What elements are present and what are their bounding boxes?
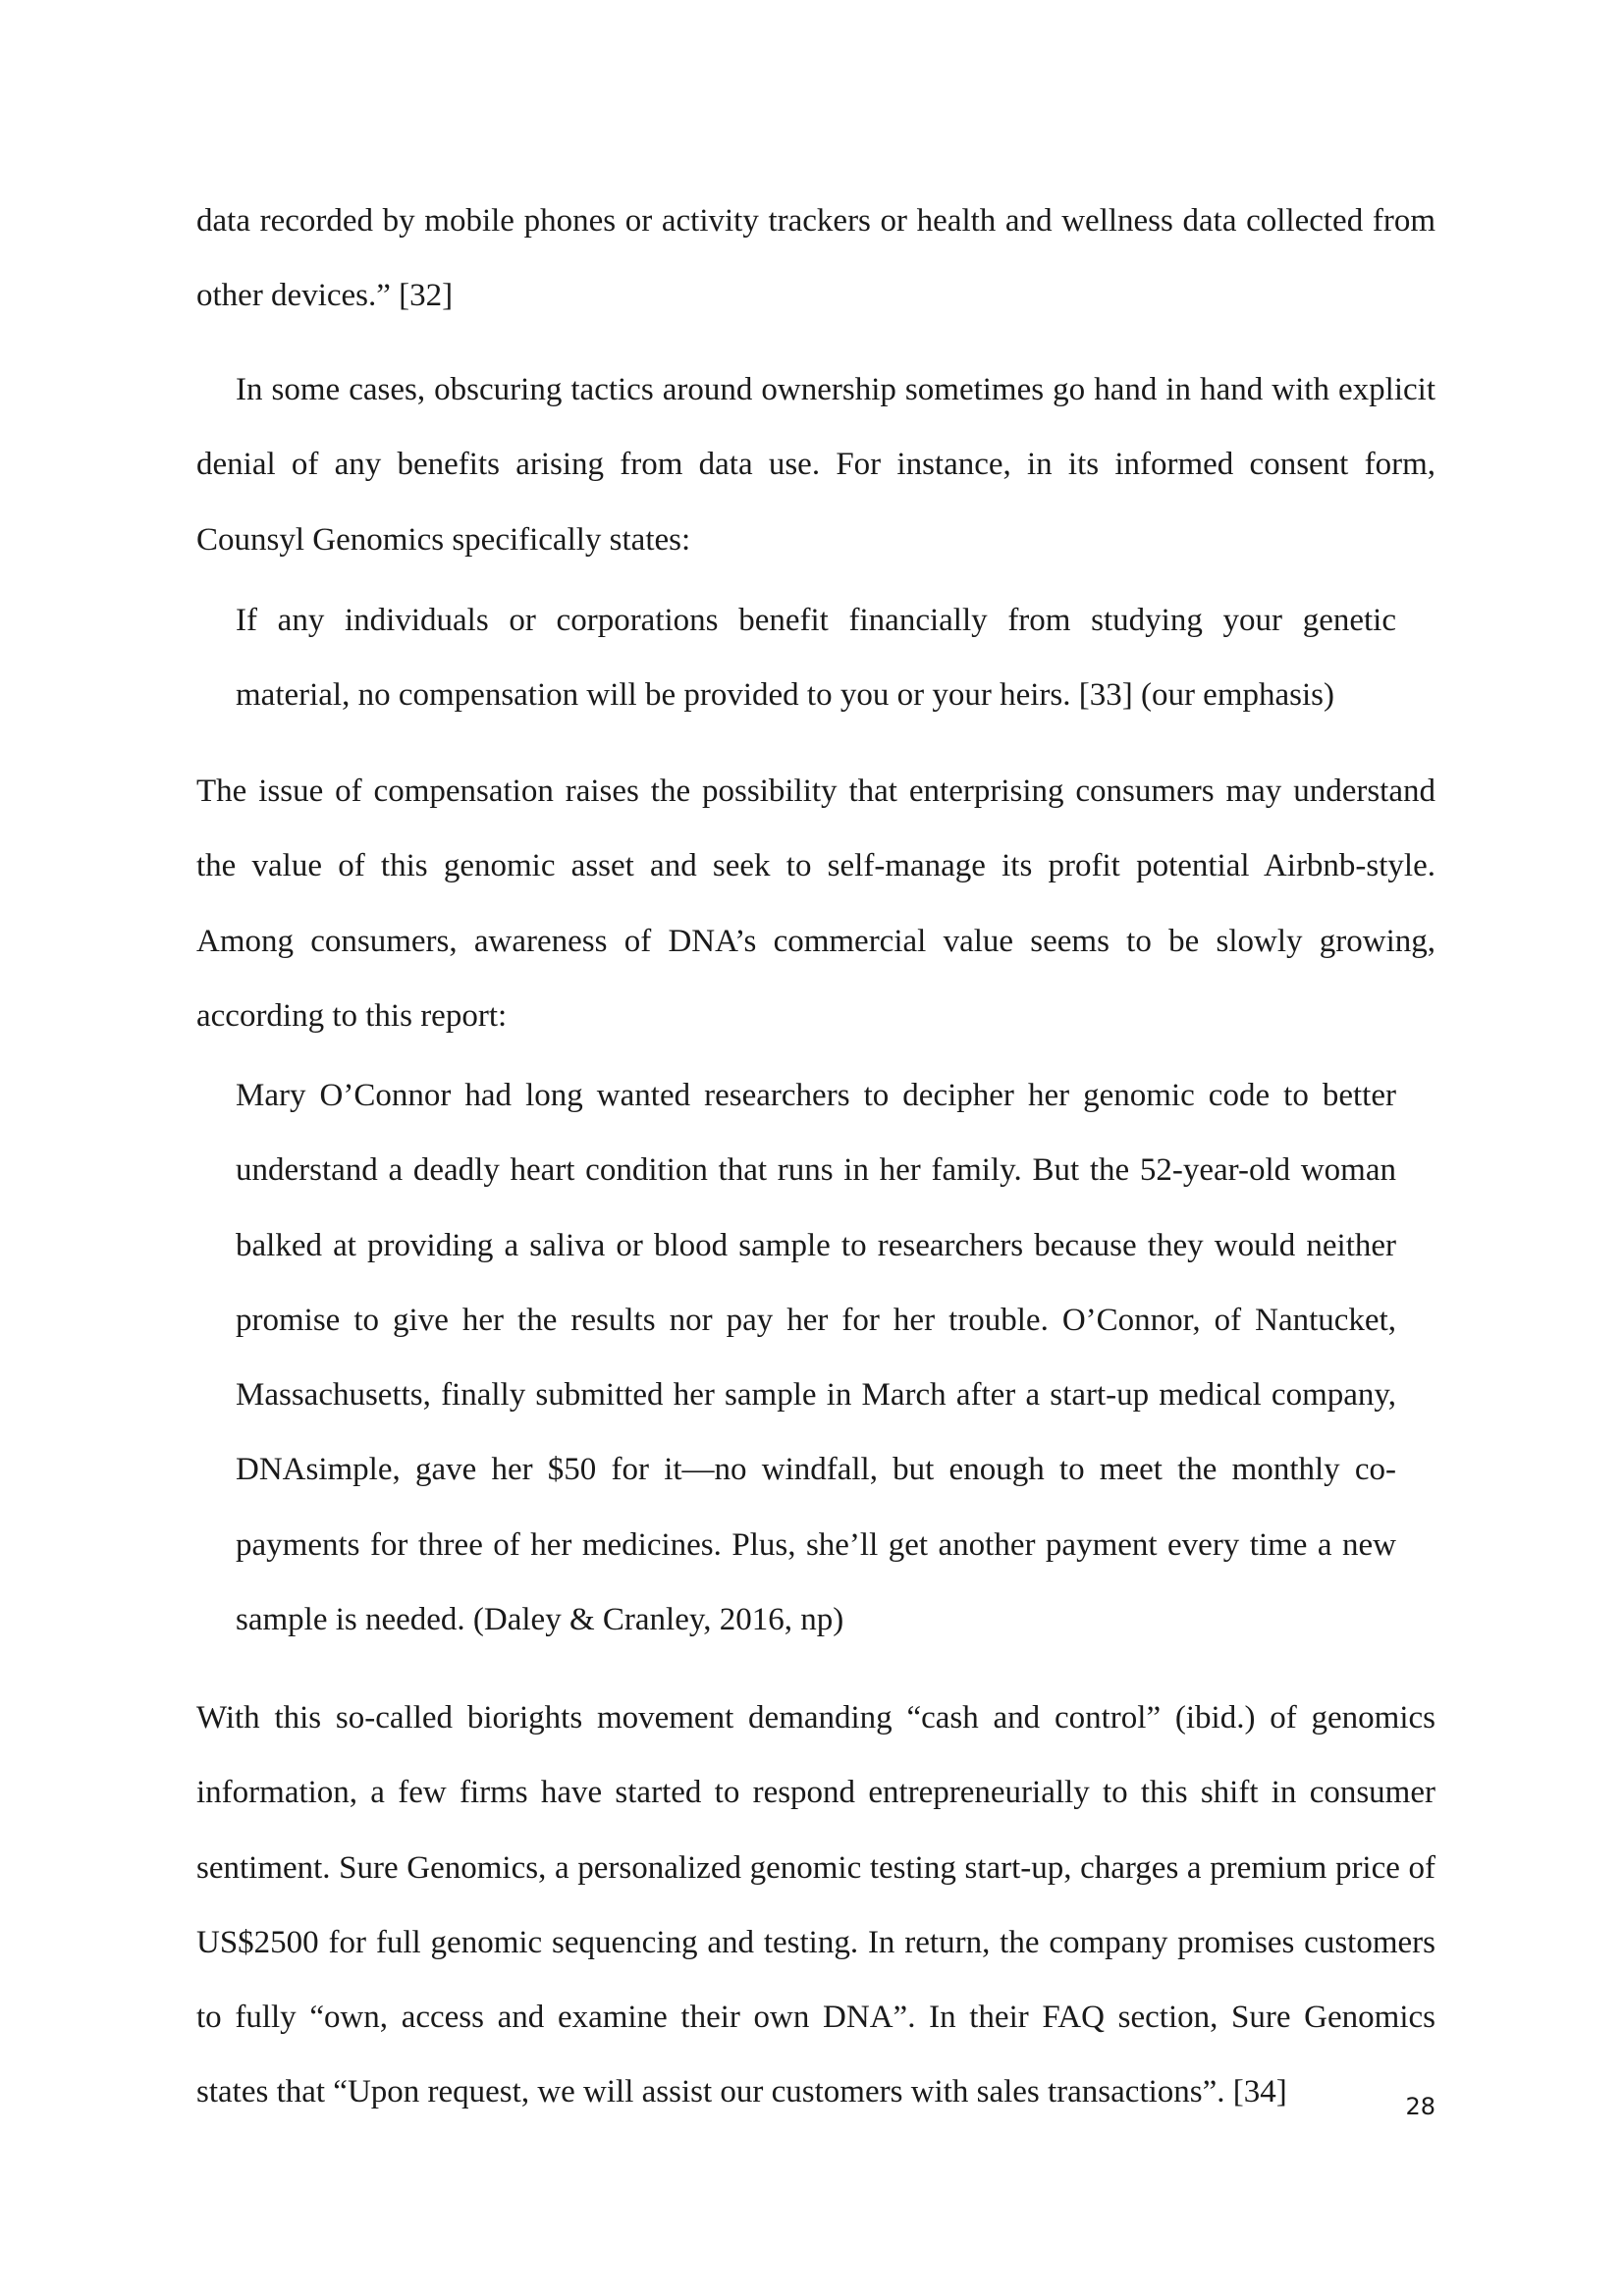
paragraph-biorights: With this so-called biorights movement demanding “cash and control” (ibid.) of genomics information, a few firms have started to respond entrepreneurially to this shift in consumer sentiment. Sure Genomics, a personalized genomic testing start-up, charges a premium price of US$2500 for full genomic sequencing and testing. In return, the company promises customers to fully “own, access and examine their own DNA”. In their FAQ section, Sure Genomics states that “Upon request, we will assist our customers with sales transactions”. [34] <box>196 1700 1435 2110</box>
page-number: 28 <box>1405 2093 1435 2120</box>
block-quote-counsyl: If any individuals or corporations benefit financially from studying your genetic material, no compensation will be provided to you or your heirs. [33] (our emphasis) <box>236 603 1396 714</box>
paragraph-continuation: data recorded by mobile phones or activity trackers or health and wellness data collected from other devices.” [32] <box>196 203 1435 314</box>
paragraph-ownership-obscuring: In some cases, obscuring tactics around ownership sometimes go hand in hand with explicit denial of any benefits arising from data use. For instance, in its informed consent form, Counsyl Genomics specifically states: <box>196 372 1435 558</box>
paragraph-compensation: The issue of compensation raises the possibility that enterprising consumers may understand the value of this genomic asset and seek to self-manage its profit potential Airbnb-style. Among consumers, awareness of DNA’s commercial value seems to be slowly growing, according to this report: <box>196 774 1435 1034</box>
block-quote-oconnor: Mary O’Connor had long wanted researchers to decipher her genomic code to better understand a deadly heart condition that runs in her family. But the 52-year-old woman balked at providing a saliva or blood sample to researchers because they would neither promise to give her the results nor pay her for her trouble. O’Connor, of Nantucket, Massachusetts, finally submitted her sample in March after a start-up medical company, DNAsimple, gave her $50 for it—no windfall, but enough to meet the monthly co-payments for three of her medicines. Plus, she’ll get another payment every time a new sample is needed. (Daley & Cranley, 2016, np) <box>236 1078 1396 1638</box>
